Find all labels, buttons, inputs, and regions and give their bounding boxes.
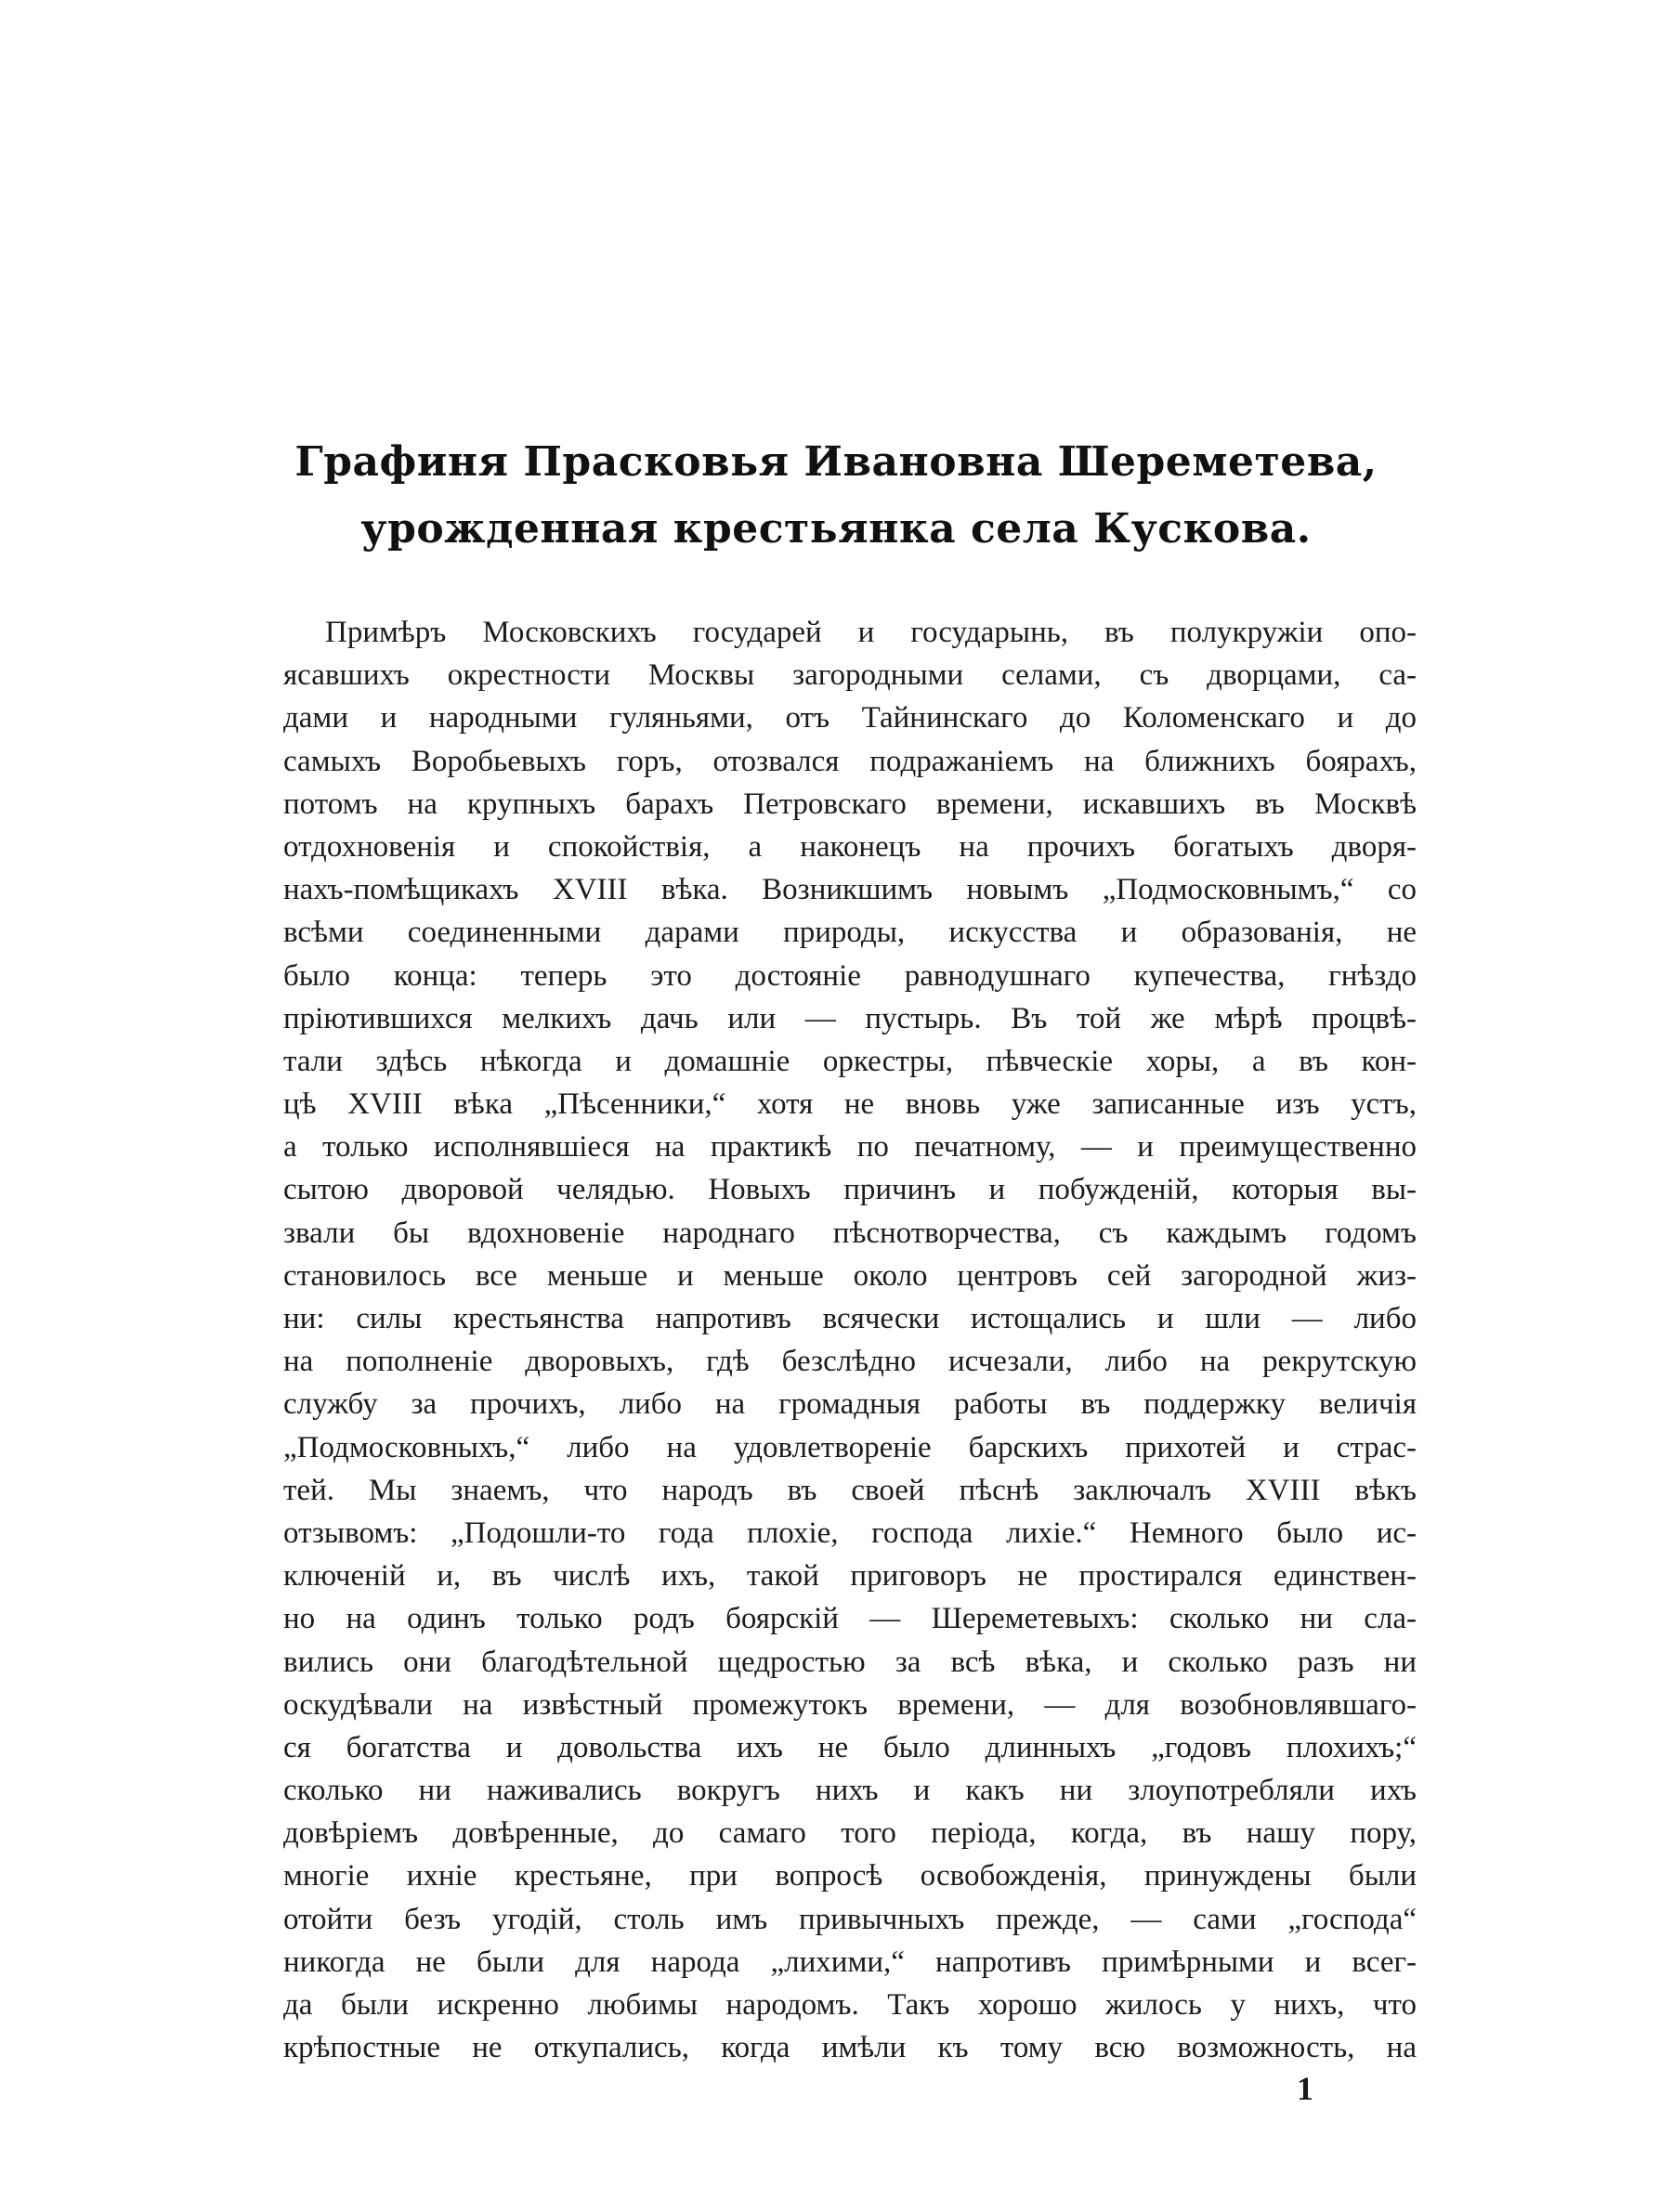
text-line: самыхъ Воробьевыхъ горъ, отозвался подражаніемъ на ближнихъ боярахъ, [283,744,1417,778]
text-line-content: Примѣръ Московскихъ государей и государынь, въ полукружіи опо- [325,616,1417,649]
text-line: но на одинъ только родъ боярскій — Шереметевыхъ: сколько ни сла- [283,1602,1417,1636]
text-line: тали здѣсь нѣкогда и домашніе оркестры, пѣвческіе хоры, а въ кон- [283,1044,1417,1078]
text-line: да были искренно любимы народомъ. Такъ хорошо жилось у нихъ, что [283,1988,1417,2022]
text-line: ся богатства и довольства ихъ не было длинныхъ „годовъ плохихъ;“ [283,1730,1417,1764]
text-line: сколько ни наживались вокругъ нихъ и какъ ни злоупотребляли ихъ [283,1774,1417,1808]
text-line: „Подмосковныхъ,“ либо на удовлетвореніе барскихъ прихотей и страс- [283,1430,1417,1464]
text-line: отдохновенія и спокойствія, а наконецъ на прочихъ богатыхъ дворя- [283,829,1417,864]
text-line: звали бы вдохновеніе народнаго пѣснотворчества, съ каждымъ годомъ [283,1216,1417,1250]
text-line: ни: силы крестьянства напротивъ всячески истощались и шли — либо [283,1302,1417,1335]
title-line-2: урожденная крестьянка села Кускова. [360,505,1312,553]
text-line: отзывомъ: „Подошли-то года плохіе, господа лихіе.“ Немного было ис- [283,1516,1417,1550]
text-line: дами и народными гуляньями, отъ Тайнинскаго до Коломенскаго и до [283,701,1417,735]
title-line-1: Графиня Прасковья Ивановна Шереметева, [294,438,1378,486]
text-line: ясавшихъ окрестности Москвы загородными селами, съ дворцами, са- [283,658,1417,693]
text-line: многіе ихніе крестьяне, при вопросѣ освобожденія, принуждены были [283,1859,1417,1893]
text-line: сытою дворовой челядью. Новыхъ причинъ и побужденій, которыя вы- [283,1173,1417,1207]
body-text [283,611,1417,2069]
text-line: никогда не были для народа „лихими,“ напротивъ примѣрными и всег- [283,1945,1417,1979]
text-line: оскудѣвали на извѣстный промежутокъ времени, — для возобновлявшаго- [283,1687,1417,1722]
text-line: ключеній и, въ числѣ ихъ, такой приговоръ не простирался единствен- [283,1559,1417,1594]
text-line: крѣпостные не откупались, когда имѣли къ тому всю возможность, на [283,2031,1417,2065]
text-line: всѣми соединенными дарами природы, искусства и образованія, не [283,916,1417,950]
text-line: нахъ-помѣщикахъ XVIII вѣка. Возникшимъ новымъ „Подмосковнымъ,“ со [283,873,1417,907]
text-line [283,611,1417,654]
text-line: потомъ на крупныхъ барахъ Петровскаго времени, искавшихъ въ Москвѣ [283,787,1417,821]
text-line: на пополненіе дворовыхъ, гдѣ безслѣдно исчезали, либо на рекрутскую [283,1345,1417,1379]
text-line: отойти безъ угодій, столь имъ привычныхъ прежде, — сами „господа“ [283,1902,1417,1936]
text-line: цѣ XVIII вѣка „Пѣсенники,“ хотя не вновь уже записанные изъ устъ, [283,1087,1417,1122]
text-line: службу за прочихъ, либо на громадныя работы въ поддержку величія [283,1387,1417,1422]
text-line: было конца: теперь это достояніе равнодушнаго купечества, гнѣздо [283,958,1417,993]
text-line: становилось все меньше и меньше около центровъ сей загородной жиз- [283,1258,1417,1293]
text-line: вились они благодѣтельной щедростью за всѣ вѣка, и сколько разъ ни [283,1645,1417,1679]
text-line: тей. Мы знаемъ, что народъ въ своей пѣснѣ заключалъ XVIII вѣкъ [283,1473,1417,1507]
text-line: пріютившихся мелкихъ дачь или — пустырь. Въ той же мѣрѣ процвѣ- [283,1001,1417,1035]
text-line: а только исполнявшіеся на практикѣ по печатному, — и преимущественно [283,1130,1417,1165]
chapter-title [279,429,1393,563]
text-line: довѣріемъ довѣренные, до самаго того періода, когда, въ нашу пору, [283,1816,1417,1851]
page-number: 1 [1297,2070,1313,2107]
